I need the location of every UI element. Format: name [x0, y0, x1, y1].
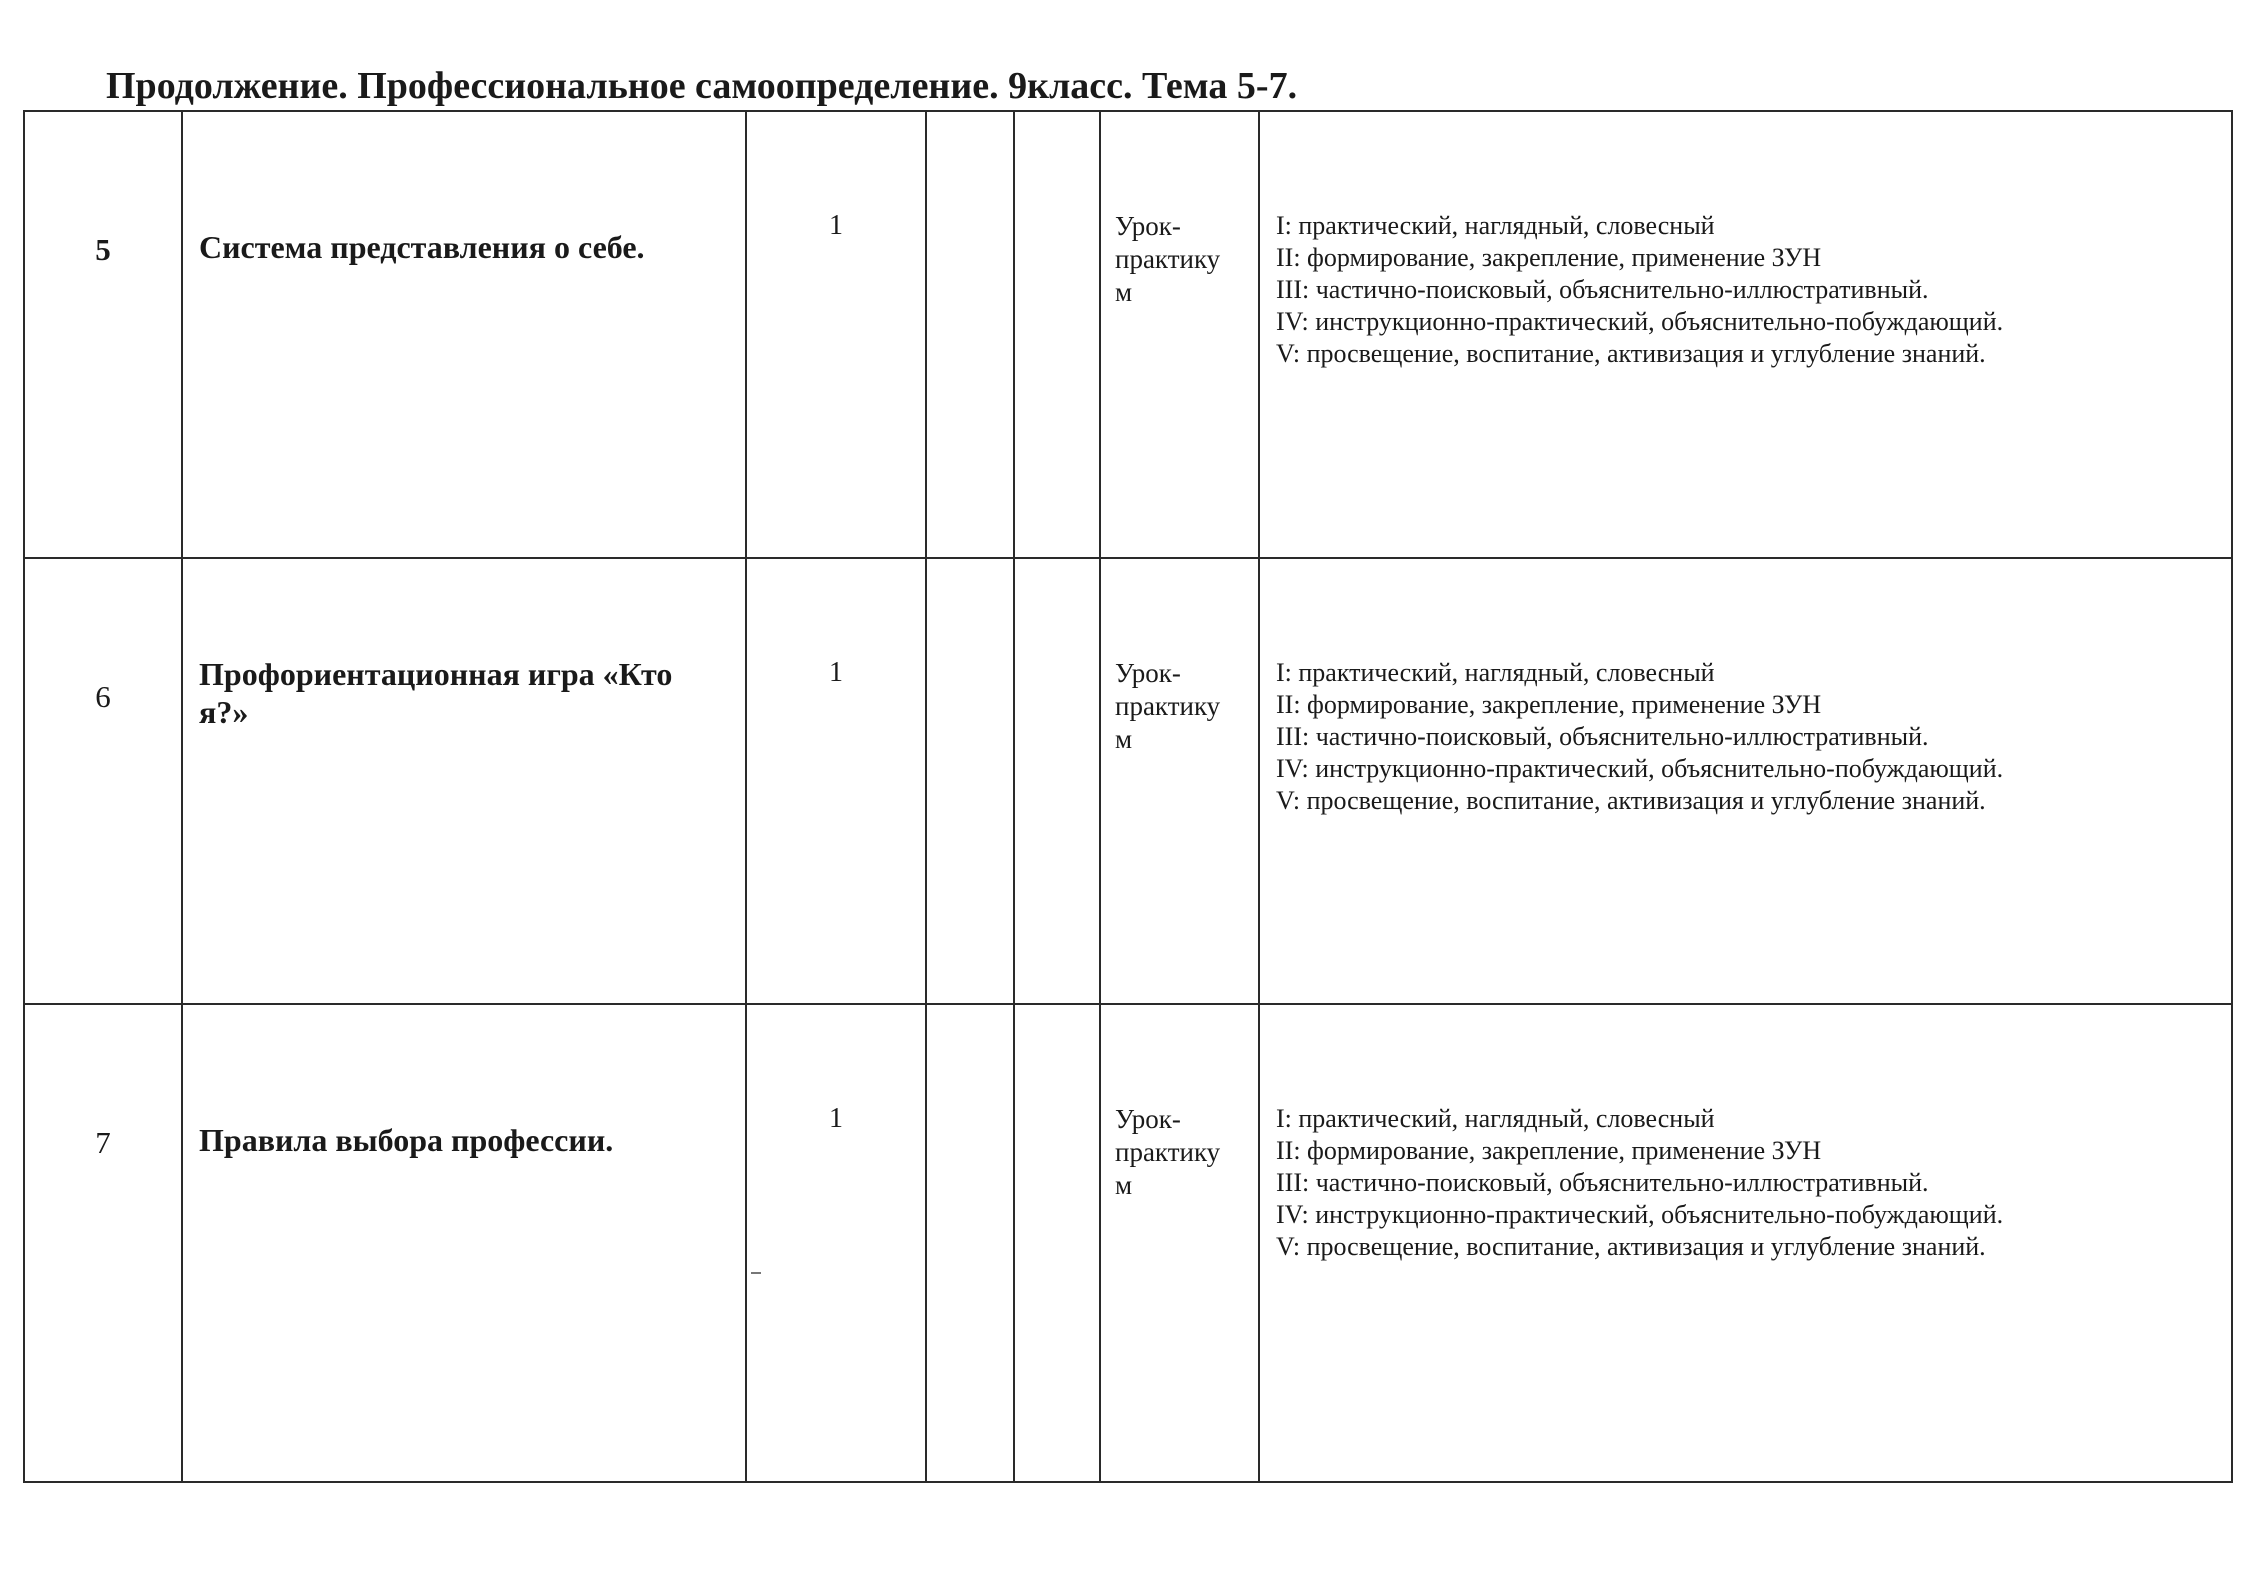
method-line: III: частично-поисковый, объяснительно-иллюстративный. — [1276, 722, 1929, 751]
method-line: V: просвещение, воспитание, активизация и углубление знаний. — [1276, 339, 1986, 368]
page-title: Продолжение. Профессиональное самоопределение. 9класс. Тема 5-7. — [106, 65, 1298, 107]
lesson-number: 5 — [24, 111, 182, 558]
method-line: I: практический, наглядный, словесный — [1276, 658, 1715, 687]
lesson-type-line: м — [1115, 277, 1133, 307]
method-line: II: формирование, закрепление, применение ЗУН — [1276, 690, 1822, 719]
method-line: III: частично-поисковый, объяснительно-иллюстративный. — [1276, 275, 1929, 304]
lesson-type — [1100, 558, 1259, 1004]
lesson-type-line: Урок- — [1115, 211, 1181, 241]
method-line: II: формирование, закрепление, применение ЗУН — [1276, 1136, 1822, 1165]
lesson-methods — [1259, 558, 2232, 1004]
lesson-methods — [1259, 1004, 2232, 1482]
table-row — [24, 111, 2232, 558]
method-line: V: просвещение, воспитание, активизация и углубление знаний. — [1276, 786, 1986, 815]
lesson-type — [1100, 1004, 1259, 1482]
method-line: I: практический, наглядный, словесный — [1276, 1104, 1715, 1133]
empty-cell — [1014, 1004, 1100, 1482]
lesson-type-line: практику — [1115, 691, 1221, 721]
method-line: I: практический, наглядный, словесный — [1276, 211, 1715, 240]
lesson-topic: Система представления о себе. — [182, 111, 746, 558]
lesson-number: 7 — [24, 1004, 182, 1482]
lesson-number: 6 — [24, 558, 182, 1004]
lesson-type-line: практику — [1115, 1137, 1221, 1167]
lesson-type-line: практику — [1115, 244, 1221, 274]
empty-cell — [1014, 558, 1100, 1004]
method-line: IV: инструкционно-практический, объяснительно-побуждающий. — [1276, 307, 2004, 336]
method-line: II: формирование, закрепление, применение ЗУН — [1276, 243, 1822, 272]
lesson-type-line: Урок- — [1115, 658, 1181, 688]
lesson-type-line: Урок- — [1115, 1104, 1181, 1134]
method-line: V: просвещение, воспитание, активизация и углубление знаний. — [1276, 1232, 1986, 1261]
empty-cell — [926, 558, 1014, 1004]
method-line: IV: инструкционно-практический, объяснительно-побуждающий. — [1276, 1200, 2004, 1229]
empty-cell — [1014, 111, 1100, 558]
lesson-type-line: м — [1115, 724, 1133, 754]
lesson-type — [1100, 111, 1259, 558]
lesson-hours: 1 — [746, 558, 926, 1004]
empty-cell — [926, 1004, 1014, 1482]
method-line: IV: инструкционно-практический, объяснительно-побуждающий. — [1276, 754, 2004, 783]
lesson-topic: Правила выбора профессии. — [182, 1004, 746, 1482]
lesson-plan-table — [23, 110, 2233, 1483]
empty-cell — [926, 111, 1014, 558]
table-row — [24, 558, 2232, 1004]
lesson-topic: Профориентационная игра «Кто я?» — [182, 558, 746, 1004]
lesson-methods — [1259, 111, 2232, 558]
scan-speck — [751, 1272, 761, 1274]
lesson-hours: 1 — [746, 111, 926, 558]
table-row — [24, 1004, 2232, 1482]
method-line: III: частично-поисковый, объяснительно-иллюстративный. — [1276, 1168, 1929, 1197]
lesson-hours: 1 — [746, 1004, 926, 1482]
lesson-type-line: м — [1115, 1170, 1133, 1200]
